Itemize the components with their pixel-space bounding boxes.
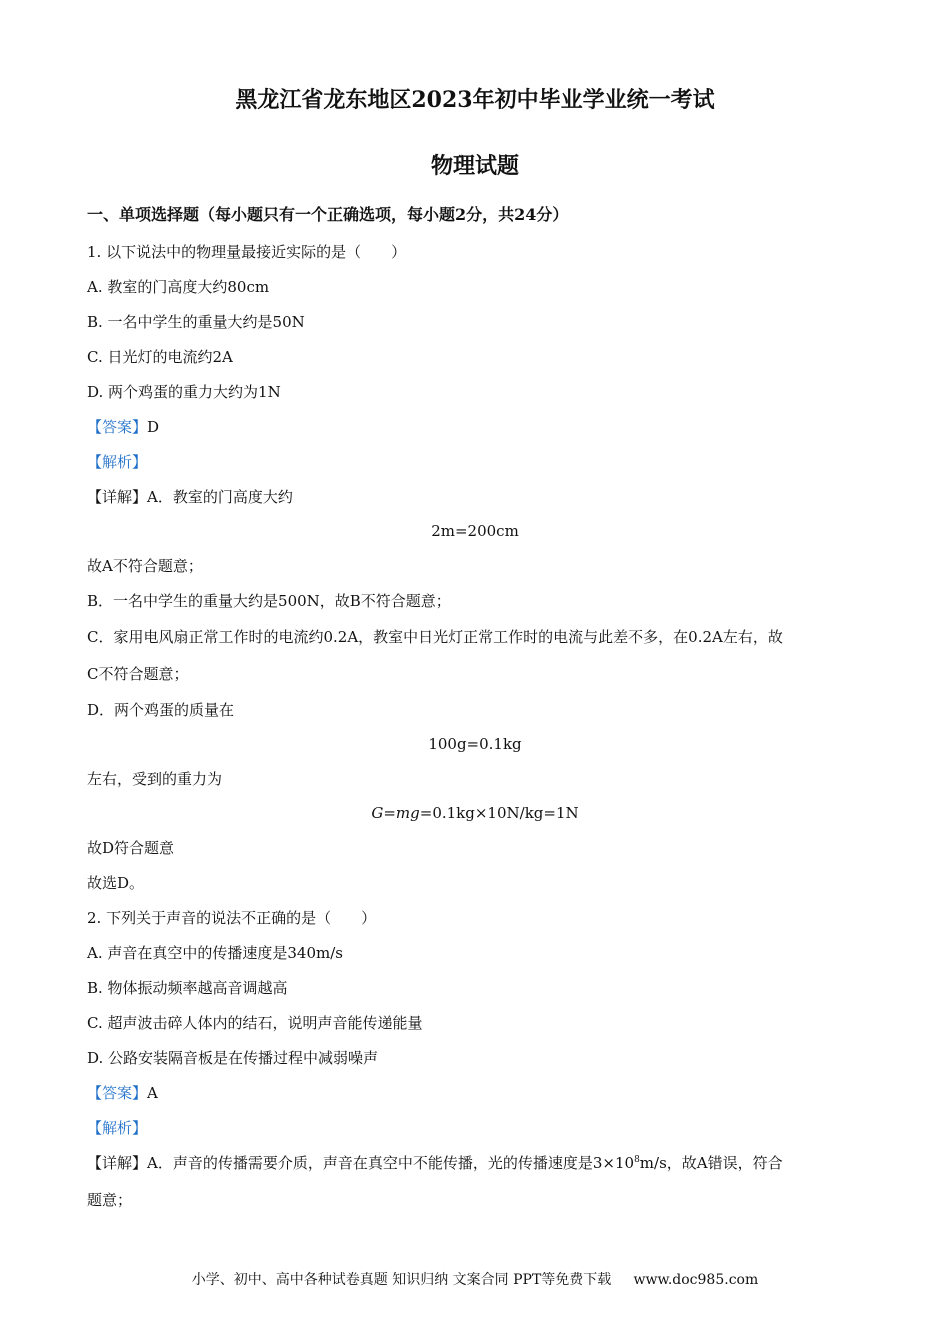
section-heading: 一、单项选择题（每小题只有一个正确选项，每小题2分，共24分）	[87, 205, 569, 224]
q2-option-a: A. 声音在真空中的传播速度是340m/s	[87, 944, 343, 962]
detail-text: A．教室的门高度大约	[147, 488, 293, 506]
document-subtitle: 物理试题	[430, 153, 519, 179]
formula-rest: =0.1kg×10N/kg=1N	[419, 804, 579, 822]
q2-option-b: B. 物体振动频率越高音调越高	[87, 979, 288, 997]
q2-detail	[87, 1153, 783, 1173]
footer-url[interactable]: www.doc985.com	[633, 1272, 759, 1288]
answer-value: D	[147, 418, 160, 436]
q1-formula-mass: 100g=0.1kg	[428, 735, 522, 753]
q2-option-d: D. 公路安装隔音板是在传播过程中减弱噪声	[87, 1049, 379, 1067]
q2-line: 题意；	[87, 1191, 133, 1209]
q1-line: 故A不符合题意；	[87, 557, 203, 575]
question-2-stem: 2. 下列关于声音的说法不正确的是（ ）	[87, 909, 377, 927]
q1-line: 故D符合题意	[87, 839, 175, 857]
formula-g: G	[371, 804, 384, 822]
question-1-stem: 1. 以下说法中的物理量最接近实际的是（ ）	[87, 243, 407, 261]
q1-line: 故选D。	[87, 874, 145, 892]
answer-value: A	[147, 1084, 158, 1102]
q2-answer	[87, 1083, 158, 1103]
q2-option-c: C. 超声波击碎人体内的结石，说明声音能传递能量	[87, 1014, 423, 1032]
answer-tag: 【答案】	[87, 1084, 148, 1102]
q1-formula-height: 2m=200cm	[431, 522, 519, 540]
footer-text: 小学、初中、高中各种试卷真题 知识归纳 文案合同 PPT等免费下载	[191, 1272, 612, 1288]
detail-text: A．声音的传播需要介质，声音在真空中不能传播，光的传播速度是3×10	[147, 1154, 635, 1172]
detail-tag: 【详解】	[87, 488, 148, 506]
q1-option-d: D. 两个鸡蛋的重力大约为1N	[87, 383, 281, 401]
q1-formula-gravity	[0, 803, 950, 823]
q1-option-b: B. 一名中学生的重量大约是50N	[87, 313, 305, 331]
q1-analysis-tag: 【解析】	[87, 453, 148, 471]
q1-line: D．两个鸡蛋的质量在	[87, 701, 235, 719]
q1-line: C．家用电风扇正常工作时的电流约0.2A，教室中日光灯正常工作时的电流与此差不多，在0.2A左右，故	[87, 628, 783, 646]
exponent: 8	[634, 1155, 640, 1165]
answer-tag: 【答案】	[87, 418, 148, 436]
q1-answer	[87, 417, 159, 437]
q1-line: 左右，受到的重力为	[87, 770, 223, 788]
formula-eq: =	[383, 804, 396, 822]
q1-option-a: A. 教室的门高度大约80cm	[87, 278, 270, 296]
q1-detail	[87, 487, 293, 507]
document-title: 黑龙江省龙东地区2023年初中毕业学业统一考试	[235, 87, 715, 113]
q2-analysis-tag: 【解析】	[87, 1119, 148, 1137]
detail-tag: 【详解】	[87, 1154, 148, 1172]
page-footer	[0, 1270, 950, 1290]
q1-option-c: C. 日光灯的电流约2A	[87, 348, 233, 366]
detail-text-rest: m/s，故A错误，符合	[639, 1154, 783, 1172]
formula-mg: mg	[395, 804, 420, 822]
q1-line: C不符合题意；	[87, 665, 189, 683]
q1-line: B．一名中学生的重量大约是500N，故B不符合题意；	[87, 592, 451, 610]
